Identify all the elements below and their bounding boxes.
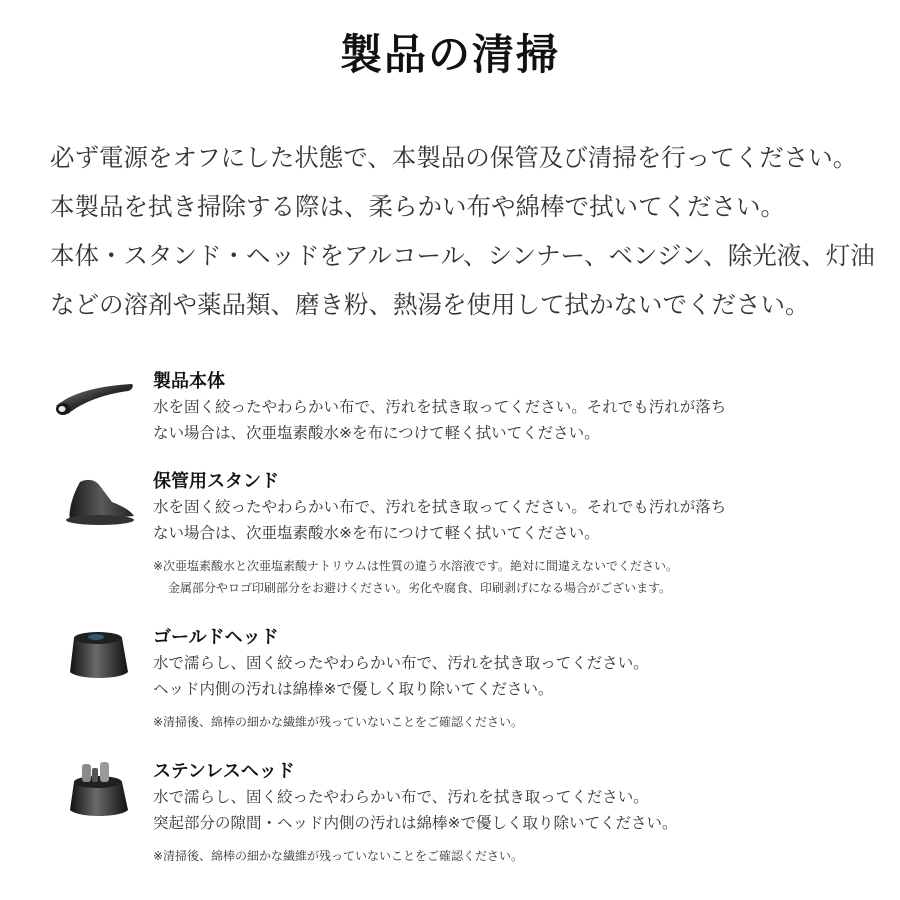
item-note: ※清掃後、綿棒の細かな繊維が残っていないことをご確認ください。 [153,849,524,863]
item-note: ※清掃後、綿棒の細かな繊維が残っていないことをご確認ください。 [153,715,524,729]
intro-line: 必ず電源をオフにした状態で、本製品の保管及び清掃を行ってください。 [50,143,858,172]
item-text: 水で濡らし、固く絞ったやわらかい布で、汚れを拭き取ってください。 [153,788,649,806]
item-note: ※次亜塩素酸水と次亜塩素酸ナトリウムは性質の違う水溶液です。絶対に間違えないでください。 [153,559,678,573]
stand-icon [50,472,140,532]
shaver-body-icon [50,372,140,432]
item-text: 水を固く絞ったやわらかい布で、汚れを拭き取ってください。それでも汚れが落ち [153,398,727,416]
item-note: 金属部分やロゴ印刷部分をお避けください。劣化や腐食、印刷剥げになる場合がございます。 [168,581,672,595]
intro-line: などの溶剤や薬品類、磨き粉、熱湯を使用して拭かないでください。 [50,290,810,319]
item-text: 水で濡らし、固く絞ったやわらかい布で、汚れを拭き取ってください。 [153,654,649,672]
item-text: ない場合は、次亜塩素酸水※を布につけて軽く拭いてください。 [153,424,600,442]
stainless-head-icon [50,760,140,820]
item-text: ヘッド内側の汚れは綿棒※で優しく取り除いてください。 [153,680,554,698]
item-text: 突起部分の隙間・ヘッド内側の汚れは綿棒※で優しく取り除いてください。 [153,814,678,832]
intro-line: 本製品を拭き掃除する際は、柔らかい布や綿棒で拭いてください。 [50,192,785,221]
intro-paragraph [50,133,880,329]
page-title: 製品の清掃 [339,30,560,79]
item-text: ない場合は、次亜塩素酸水※を布につけて軽く拭いてください。 [153,524,600,542]
item-heading: 保管用スタンド [153,471,279,492]
gold-head-icon [50,626,140,686]
intro-line: 本体・スタンド・ヘッドをアルコール、シンナー、ベンジン、除光液、灯油 [50,241,875,270]
item-heading: ステンレスヘッド [153,761,295,782]
item-heading: 製品本体 [153,371,225,392]
item-text: 水を固く絞ったやわらかい布で、汚れを拭き取ってください。それでも汚れが落ち [153,498,727,516]
item-heading: ゴールドヘッド [153,627,279,648]
